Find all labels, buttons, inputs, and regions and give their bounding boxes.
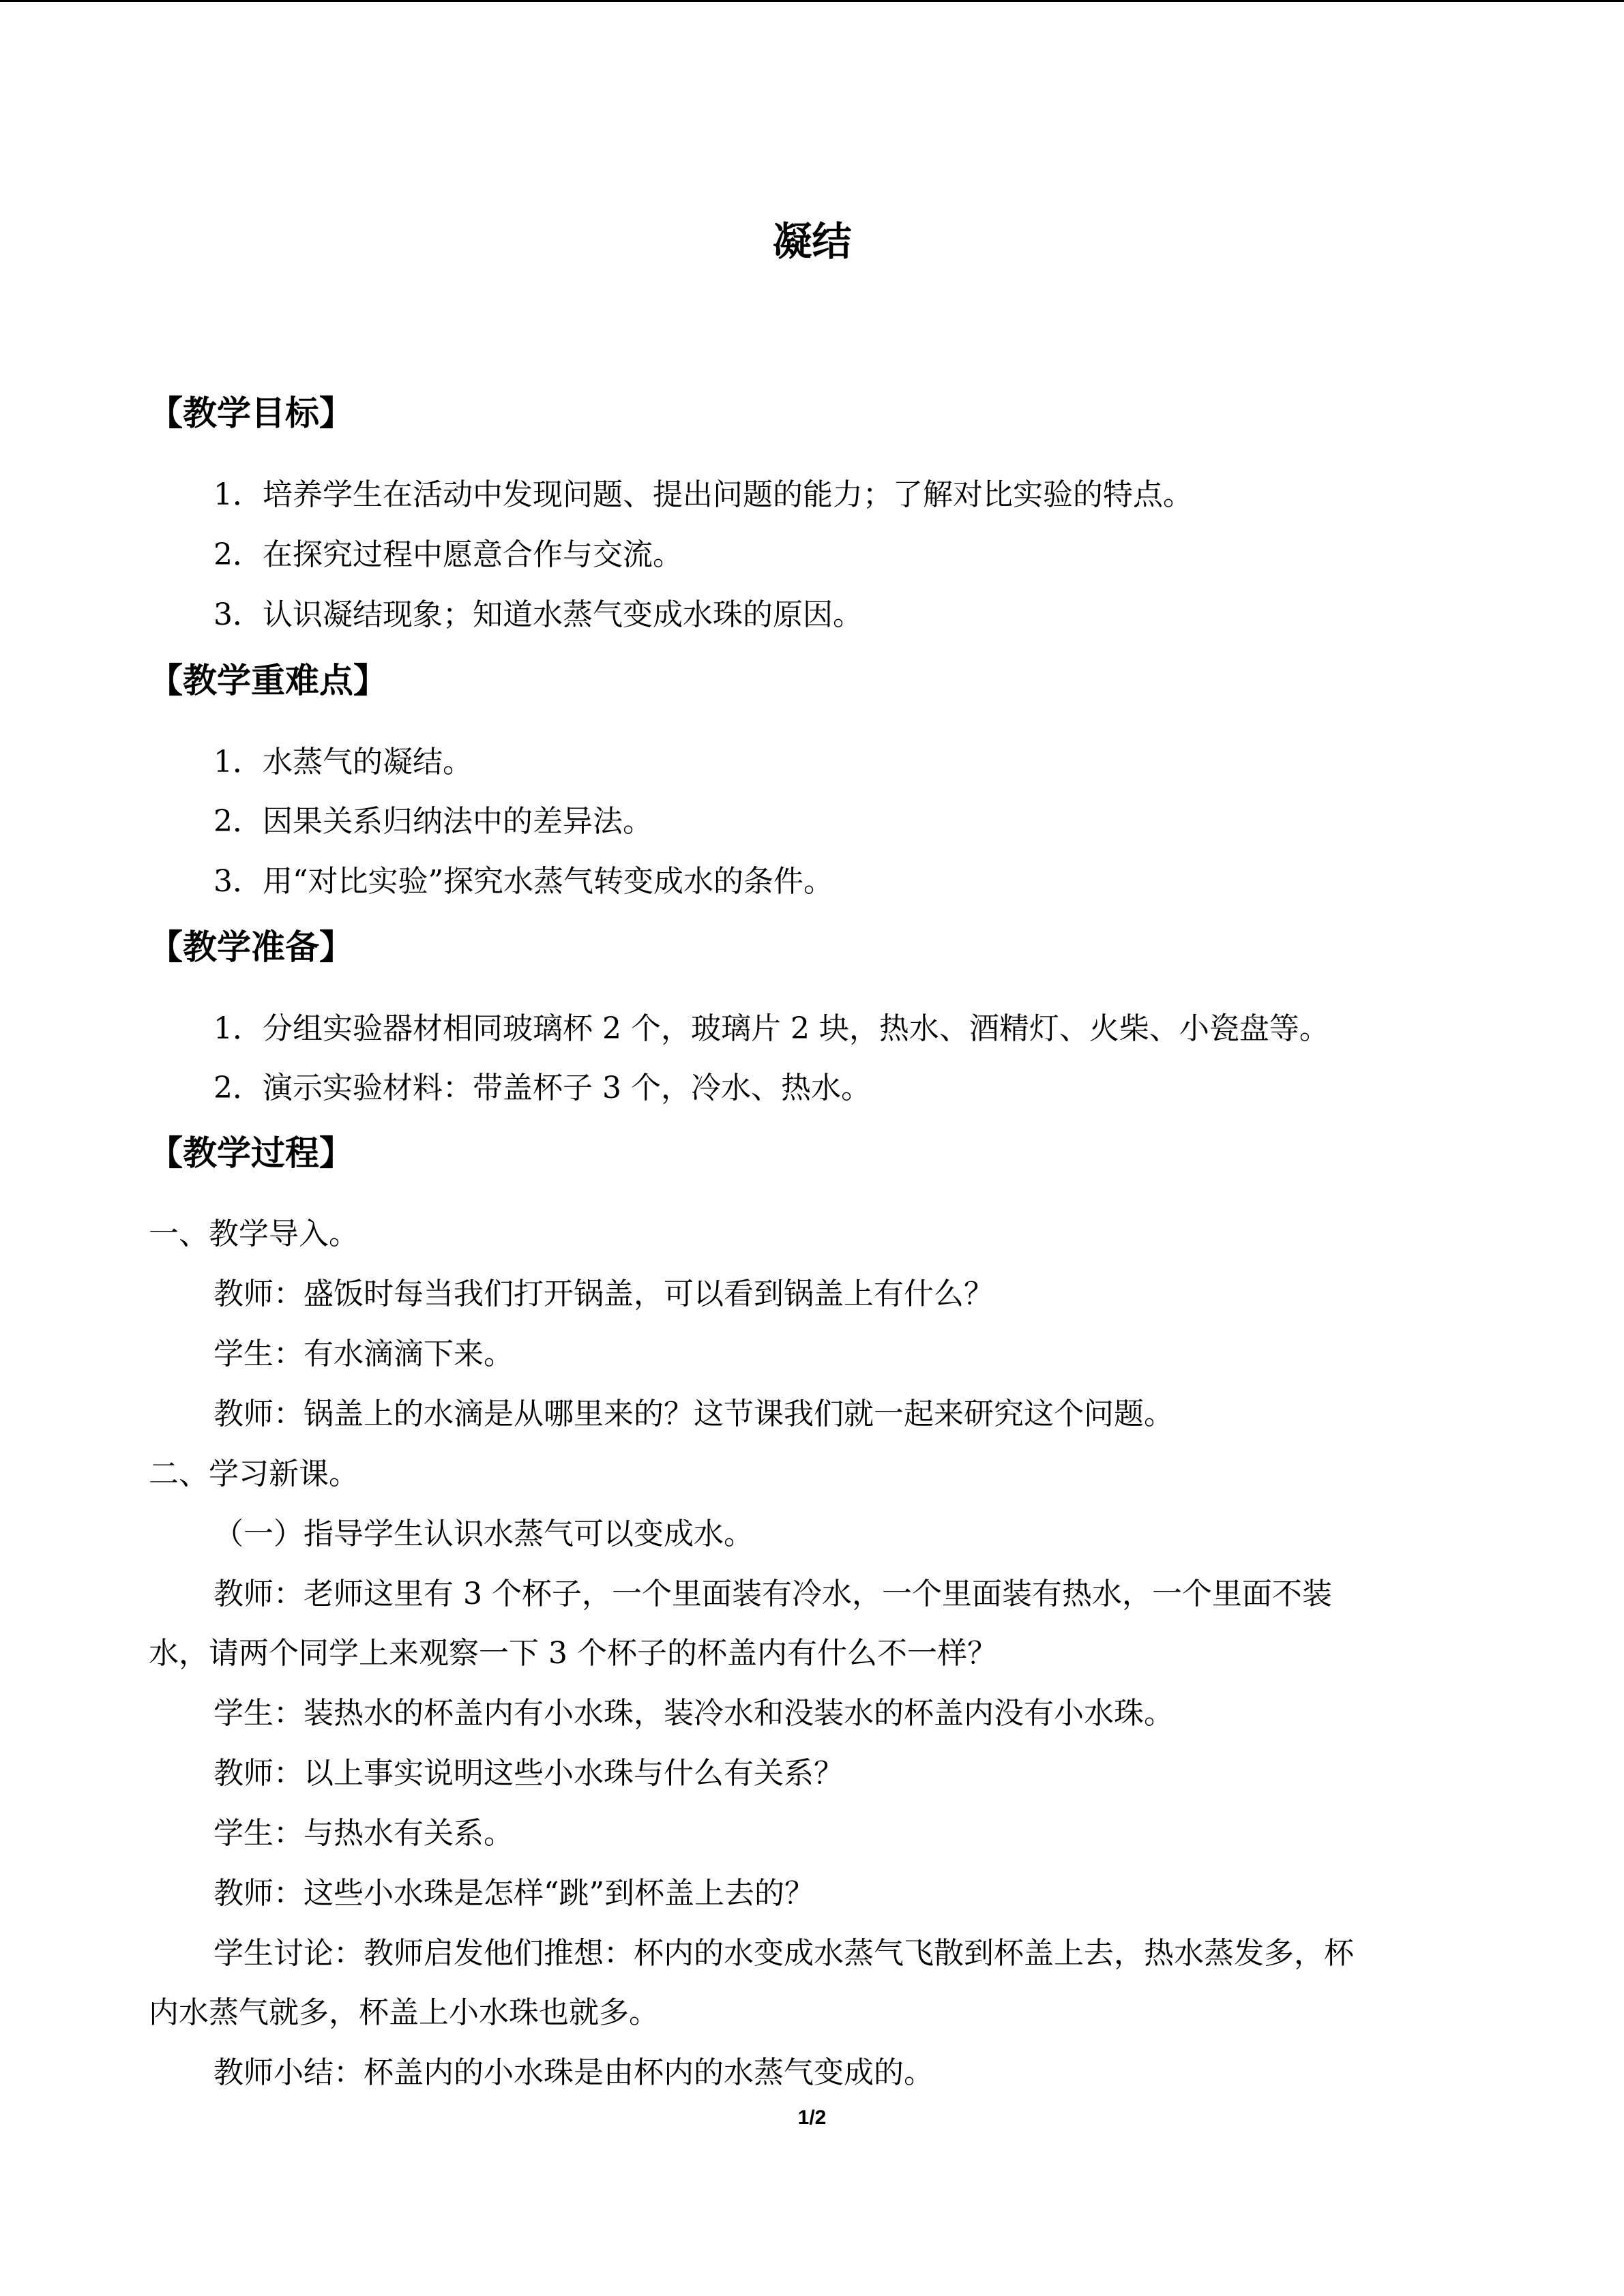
process-line: 教师：这些小水珠是怎样“跳”到杯盖上去的？ [213,1876,814,1911]
section-heading-objectives: 【教学目标】 [149,393,353,433]
process-line: 教师：老师这里有 3 个杯子，一个里面装有冷水，一个里面装有热水，一个里面不装 [213,1577,1332,1611]
process-line: 学生：与热水有关系。 [213,1816,514,1851]
process-line: 水，请两个同学上来观察一下 3 个杯子的杯盖内有什么不一样？ [149,1636,997,1671]
process-line: 教师小结：杯盖内的小水珠是由杯内的水蒸气变成的。 [213,2055,934,2090]
process-line: 二、学习新课。 [149,1457,359,1491]
key-point-item: 3．用“对比实验”探究水蒸气转变成水的条件。 [213,864,833,899]
process-line: （一）指导学生认识水蒸气可以变成水。 [213,1517,754,1551]
process-line: 学生：装热水的杯盖内有小水珠，装冷水和没装水的杯盖内没有小水珠。 [213,1696,1174,1731]
page-number: 1/2 [797,2106,827,2129]
process-line: 教师：锅盖上的水滴是从哪里来的？这节课我们就一起来研究这个问题。 [213,1397,1174,1431]
objective-item: 1．培养学生在活动中发现问题、提出问题的能力；了解对比实验的特点。 [213,477,1193,512]
key-point-item: 1．水蒸气的凝结。 [213,745,473,779]
process-line: 教师：以上事实说明这些小水珠与什么有关系？ [213,1756,844,1791]
key-point-item: 2．因果关系归纳法中的差异法。 [213,804,653,839]
objective-item: 3．认识凝结现象；知道水蒸气变成水珠的原因。 [213,597,863,632]
process-line: 一、教学导入。 [149,1217,359,1251]
process-line: 学生：有水滴滴下来。 [213,1337,514,1371]
section-heading-key-points: 【教学重难点】 [149,661,387,700]
page-title: 凝结 [772,218,852,265]
section-heading-process: 【教学过程】 [149,1133,353,1173]
objective-item: 2．在探究过程中愿意合作与交流。 [213,537,683,572]
process-line: 内水蒸气就多，杯盖上小水珠也就多。 [149,1995,659,2030]
preparation-item: 1．分组实验器材相同玻璃杯 2 个，玻璃片 2 块，热水、酒精灯、火柴、小瓷盘等。 [213,1011,1329,1046]
preparation-item: 2．演示实验材料：带盖杯子 3 个，冷水、热水。 [213,1071,871,1105]
process-line: 学生讨论：教师启发他们推想：杯内的水变成水蒸气飞散到杯盖上去，热水蒸发多，杯 [213,1936,1354,1971]
section-heading-preparation: 【教学准备】 [149,927,353,967]
process-line: 教师：盛饭时每当我们打开锅盖，可以看到锅盖上有什么？ [213,1277,994,1311]
